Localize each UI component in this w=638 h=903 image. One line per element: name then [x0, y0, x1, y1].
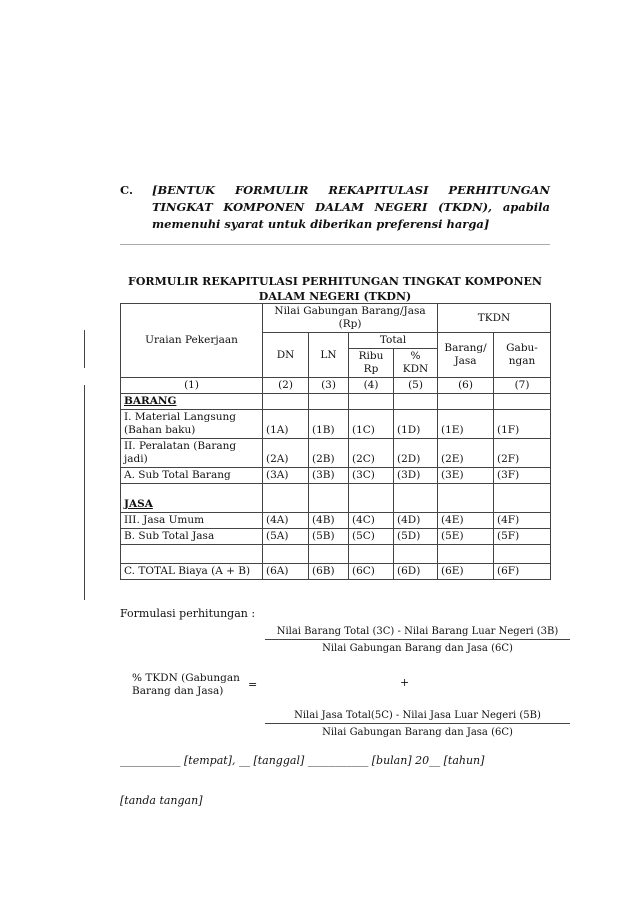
cell-code: (1A)	[263, 410, 309, 439]
cell-code: (4B)	[309, 513, 349, 529]
row-label-line: (Bahan baku)	[124, 424, 196, 436]
cell-code: (2E)	[438, 439, 494, 468]
cell-code: (1C)	[349, 410, 394, 439]
table-row-peralatan	[121, 439, 551, 468]
row-label: A. Sub Total Barang	[121, 468, 263, 484]
cell-code: (6C)	[349, 564, 394, 580]
cell-code: (2F)	[494, 439, 551, 468]
form-title: FORMULIR REKAPITULASI PERHITUNGAN TINGKAT KOMPONEN DALAM NEGERI (TKDN)	[128, 275, 542, 303]
formula-numerator-jasa: Nilai Jasa Total(5C) - Nilai Jasa Luar Negeri (5B)	[265, 710, 570, 724]
row-label-line: jadi)	[124, 453, 148, 465]
cell-code: (5D)	[394, 529, 438, 545]
header-barang-jasa: Barang/ Jasa	[438, 333, 494, 378]
section-heading-text: [BENTUK FORMULIR REKAPITULASI PERHITUNGAN TINGKAT KOMPONEN DALAM NEGERI (TKDN), apabila memenuhi syarat untuk diberikan preferensi harga]	[152, 183, 550, 231]
signature-placeholder[interactable]: [tanda tangan]	[120, 794, 203, 807]
row-label-line: I. Material Langsung	[124, 411, 236, 423]
cell-code: (2A)	[263, 439, 309, 468]
heading-divider	[120, 244, 550, 245]
cell-code: (5B)	[309, 529, 349, 545]
row-label: III. Jasa Umum	[121, 513, 263, 529]
cell-code: (6E)	[438, 564, 494, 580]
table-row-total	[121, 564, 551, 580]
formula-label: Formulasi perhitungan :	[120, 607, 256, 620]
cell-code: (4E)	[438, 513, 494, 529]
cell-code: (2C)	[349, 439, 394, 468]
header-nilai: Nilai Gabungan Barang/Jasa (Rp)	[263, 304, 438, 333]
col-number: (4)	[349, 378, 394, 394]
cell-code: (1D)	[394, 410, 438, 439]
cell-code: (4C)	[349, 513, 394, 529]
row-label: B. Sub Total Jasa	[121, 529, 263, 545]
cell-code: (1B)	[309, 410, 349, 439]
cell-code: (6F)	[494, 564, 551, 580]
header-gabungan: Gabu-ngan	[494, 333, 551, 378]
table-row-jasa-umum	[121, 513, 551, 529]
table-row-material	[121, 410, 551, 439]
col-number: (7)	[494, 378, 551, 394]
formula-denominator-jasa: Nilai Gabungan Barang dan Jasa (6C)	[322, 727, 513, 738]
col-number-row	[121, 378, 551, 394]
section-letter: C.	[120, 183, 133, 197]
cell-code: (6A)	[263, 564, 309, 580]
table-row-subtotal-barang	[121, 468, 551, 484]
col-number: (6)	[438, 378, 494, 394]
cell-code: (2D)	[394, 439, 438, 468]
cell-code: (1F)	[494, 410, 551, 439]
cell-code: (4D)	[394, 513, 438, 529]
rekap-table	[120, 303, 551, 580]
cell-code: (5E)	[438, 529, 494, 545]
row-label	[121, 410, 263, 439]
col-number: (5)	[394, 378, 438, 394]
equals-sign: =	[248, 678, 258, 691]
header-ribu: Ribu Rp	[349, 349, 394, 378]
row-label	[121, 439, 263, 468]
section-label-barang: BARANG	[121, 394, 263, 410]
header-pct: % KDN	[394, 349, 438, 378]
formula-numerator-barang: Nilai Barang Total (3C) - Nilai Barang Luar Negeri (3B)	[265, 626, 570, 640]
header-tkdn: TKDN	[438, 304, 551, 333]
table-row-blank	[121, 545, 551, 564]
formula-denominator-barang: Nilai Gabungan Barang dan Jasa (6C)	[322, 643, 513, 654]
cell-code: (3F)	[494, 468, 551, 484]
place-date-line[interactable]: ___________ [tempat], __ [tanggal] ___________ [bulan] 20__ [tahun]	[120, 754, 485, 767]
cell-code: (6B)	[309, 564, 349, 580]
cell-code: (5C)	[349, 529, 394, 545]
cell-code: (4F)	[494, 513, 551, 529]
cell-code: (3A)	[263, 468, 309, 484]
row-label-line: II. Peralatan (Barang	[124, 440, 237, 452]
plus-sign: +	[400, 676, 410, 689]
cell-code: (6D)	[394, 564, 438, 580]
cell-code: (3C)	[349, 468, 394, 484]
row-label: C. TOTAL Biaya (A + B)	[121, 564, 263, 580]
cell-code: (3D)	[394, 468, 438, 484]
tkdn-percent-label: % TKDN (Gabungan Barang dan Jasa)	[132, 672, 240, 697]
cell-code: (3E)	[438, 468, 494, 484]
header-uraian: Uraian Pekerjaan	[121, 304, 263, 378]
section-heading	[120, 182, 550, 233]
cell-code: (4A)	[263, 513, 309, 529]
section-label-jasa: JASA	[121, 484, 263, 513]
section-row-barang	[121, 394, 551, 410]
cell-code: (2B)	[309, 439, 349, 468]
cell-code: (3B)	[309, 468, 349, 484]
margin-bar	[84, 385, 85, 600]
header-total: Total	[349, 333, 438, 349]
col-number: (3)	[309, 378, 349, 394]
header-ln: LN	[309, 333, 349, 378]
margin-bar	[84, 330, 85, 368]
header-row	[121, 304, 551, 333]
cell-code: (5A)	[263, 529, 309, 545]
table-row-subtotal-jasa	[121, 529, 551, 545]
header-dn: DN	[263, 333, 309, 378]
cell-code: (1E)	[438, 410, 494, 439]
cell-code: (5F)	[494, 529, 551, 545]
col-number: (1)	[121, 378, 263, 394]
section-row-jasa	[121, 484, 551, 513]
col-number: (2)	[263, 378, 309, 394]
